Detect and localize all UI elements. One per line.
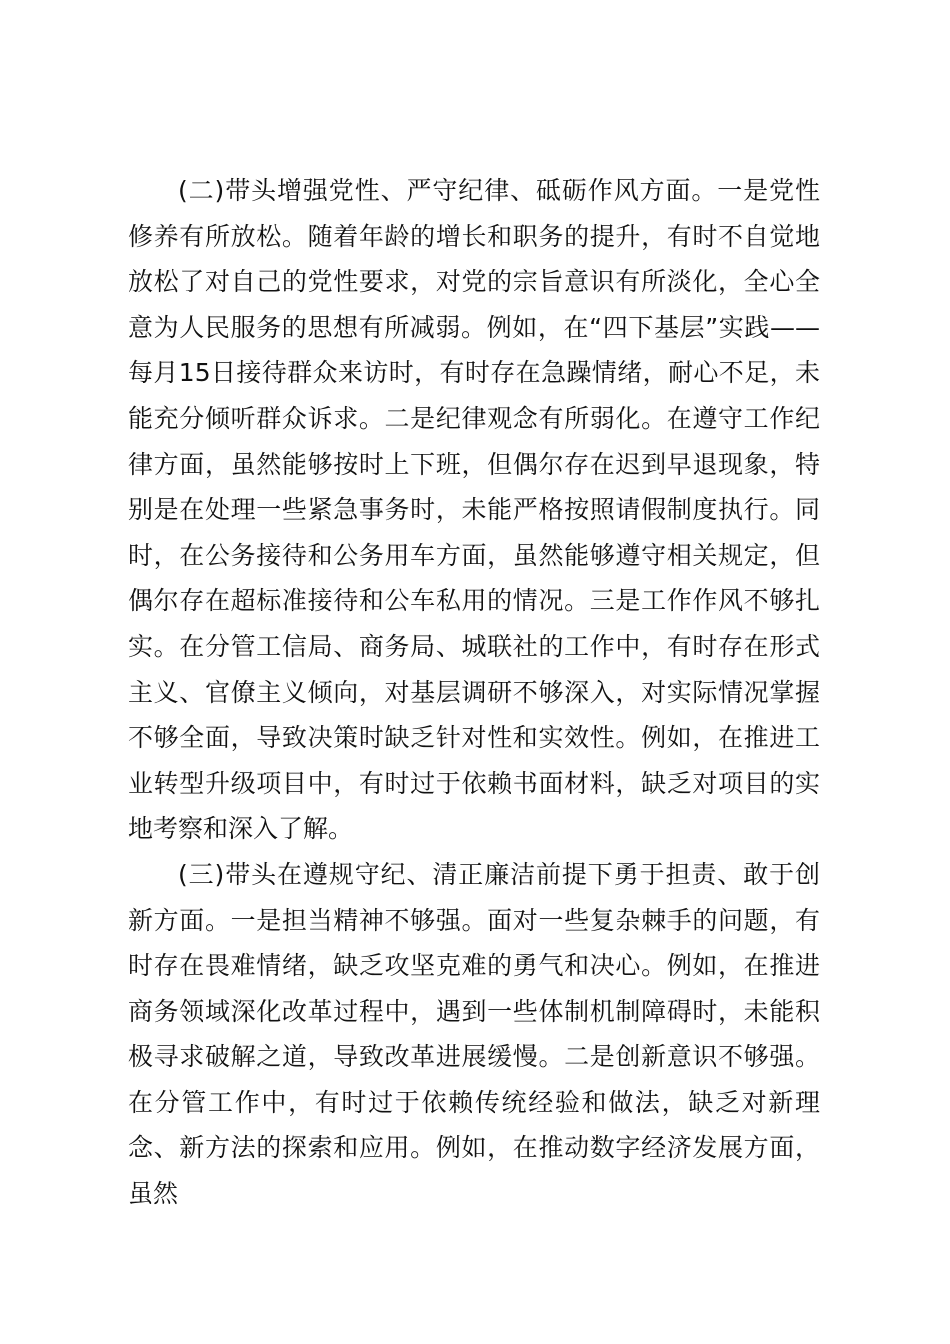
paragraph-section-two: (二)带头增强党性、严守纪律、砥砺作风方面。一是党性修养有所放松。随着年龄的增长和职务的提升，有时不自觉地放松了对自己的党性要求，对党的宗旨意识有所淡化，全心全意为人民服务的思想有所减弱。例如，在“四下基层”实践——每月15日接待群众来访时，有时存在急躁情绪，耐心不足，未能充分倾听群众诉求。二是纪律观念有所弱化。在遵守工作纪律方面，虽然能够按时上下班，但偶尔存在迟到早退现象，特别是在处理一些紧急事务时，未能严格按照请假制度执行。同时，在公务接待和公务用车方面，虽然能够遵守相关规定，但偶尔存在超标准接待和公车私用的情况。三是工作作风不够扎实。在分管工信局、商务局、城联社的工作中，有时存在形式主义、官僚主义倾向，对基层调研不够深入，对实际情况掌握不够全面，导致决策时缺乏针对性和实效性。例如，在推进工业转型升级项目中，有时过于依赖书面材料，缺乏对项目的实地考察和深入了解。: [128, 176, 820, 844]
document-body: [128, 168, 820, 1217]
paragraph-section-three: (三)带头在遵规守纪、清正廉洁前提下勇于担责、敢于创新方面。一是担当精神不够强。面对一些复杂棘手的问题，有时存在畏难情绪，缺乏攻坚克难的勇气和决心。例如，在推进商务领域深化改革过程中，遇到一些体制机制障碍时，未能积极寻求破解之道，导致改革进展缓慢。二是创新意识不够强。在分管工作中，有时过于依赖传统经验和做法，缺乏对新理念、新方法的探索和应用。例如，在推动数字经济发展方面，虽然: [128, 859, 820, 1209]
